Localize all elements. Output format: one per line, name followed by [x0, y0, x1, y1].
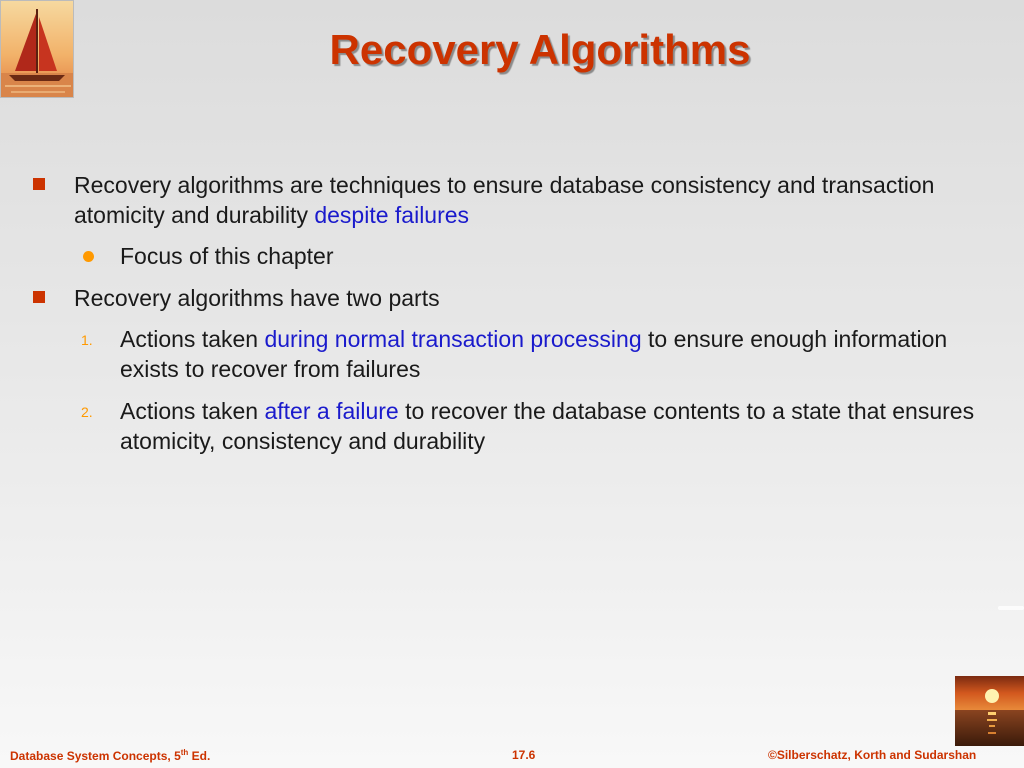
number-marker-2: 2. — [81, 404, 93, 420]
sunset-logo-icon — [955, 676, 1024, 746]
footer-page-number: 17.6 — [512, 748, 536, 762]
number-marker-1: 1. — [81, 332, 93, 348]
highlight-normal-processing: during normal transaction processing — [264, 326, 642, 352]
bullet-2: Recovery algorithms have two parts — [74, 285, 440, 311]
highlight-despite-failures: despite failures — [314, 202, 470, 228]
footer-book-title: Database System Concepts, 5th Ed. — [10, 748, 211, 763]
page-title: Recovery Algorithms — [329, 26, 751, 73]
highlight-after-failure: after a failure — [264, 398, 399, 424]
footer-copyright: ©Silberschatz, Korth and Sudarshan — [768, 748, 977, 762]
sub-bullet-1: Focus of this chapter — [120, 243, 334, 269]
sunset-image — [955, 676, 1024, 746]
decorative-wave — [998, 606, 1024, 610]
bullet-1: Recovery algorithms are techniques to ensure database consistency and transaction atomicity and durability despite failures — [74, 172, 935, 228]
numbered-item-2: Actions taken after a failure to recover the database contents to a state that ensures atomicity, consistency and durability — [120, 398, 975, 454]
square-bullet-icon — [33, 178, 45, 190]
square-bullet-icon — [33, 291, 45, 303]
numbered-item-1: Actions taken during normal transaction processing to ensure enough information exists to recover from failures — [120, 326, 948, 382]
round-bullet-icon — [83, 251, 94, 262]
